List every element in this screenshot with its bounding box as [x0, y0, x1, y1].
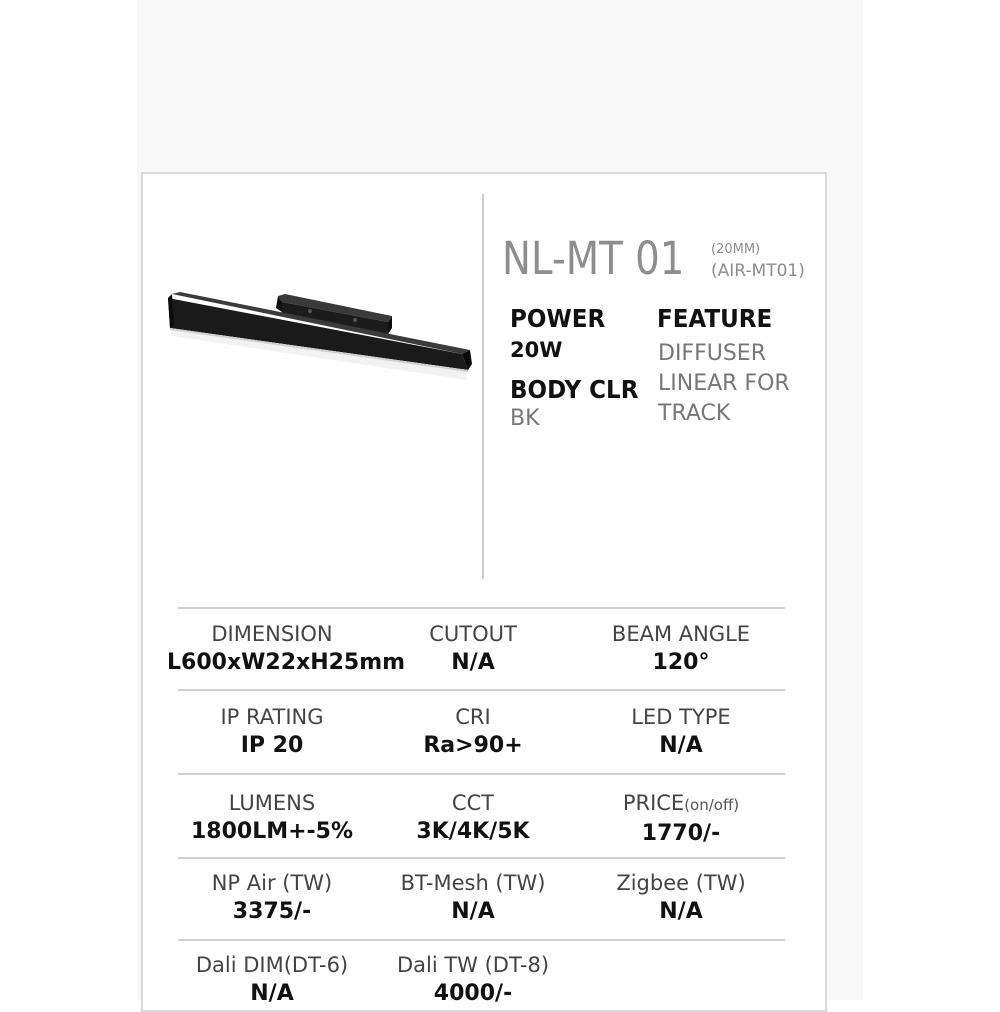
feature-line: LINEAR FOR	[658, 371, 790, 396]
linear-track-light-icon	[160, 288, 480, 388]
spec-label	[576, 789, 786, 819]
spec-label: Dali DIM(DT-6)	[195, 953, 349, 977]
spec-value: L600xW22xH25mm	[167, 650, 406, 675]
spec-label: LUMENS	[228, 791, 316, 815]
spec-value: N/A	[659, 733, 703, 758]
spec-cell-np-air	[167, 869, 377, 927]
spec-value: N/A	[659, 899, 703, 924]
body-clr-label: BODY CLR	[510, 375, 639, 404]
table-divider	[178, 773, 785, 775]
spec-cell-price	[576, 789, 786, 849]
spec-label: CCT	[451, 791, 495, 815]
feature-line: TRACK	[658, 401, 731, 426]
spec-label: Zigbee (TW)	[616, 871, 746, 895]
spec-cell-cri	[368, 703, 578, 761]
table-divider	[178, 607, 785, 609]
spec-value: N/A	[451, 650, 495, 675]
table-divider	[178, 939, 785, 941]
power-label: POWER	[510, 304, 606, 333]
price-label: PRICE	[622, 791, 685, 815]
spec-value: 1800LM+-5%	[190, 819, 354, 844]
spec-cell-lumens	[167, 789, 377, 847]
spec-cell-cct	[368, 789, 578, 847]
spec-label: NP Air (TW)	[211, 871, 333, 895]
spec-cell-beam-angle	[576, 620, 786, 678]
spec-value: N/A	[250, 981, 294, 1006]
feature-label: FEATURE	[657, 304, 773, 333]
spec-value: 1770/-	[641, 821, 721, 846]
body-clr-value: BK	[510, 406, 540, 431]
spec-cell-dali-tw	[368, 951, 578, 1009]
spec-label: CRI	[455, 705, 491, 729]
spec-value: 3375/-	[232, 899, 312, 924]
spec-value: 120°	[652, 650, 710, 675]
spec-value: 3K/4K/5K	[416, 819, 530, 844]
spec-value: IP 20	[240, 733, 304, 758]
spec-label: DIMENSION	[211, 622, 333, 646]
price-label-note: (on/off)	[684, 796, 740, 814]
table-divider	[178, 857, 785, 859]
table-divider	[178, 689, 785, 691]
spec-value: N/A	[451, 899, 495, 924]
spec-cell-cutout	[368, 620, 578, 678]
spec-cell-zigbee	[576, 869, 786, 927]
size-note: (20MM)	[711, 242, 761, 257]
spec-cell-led-type	[576, 703, 786, 761]
spec-cell-dimension	[167, 620, 406, 678]
spec-label: BT-Mesh (TW)	[400, 871, 546, 895]
spec-label: Dali TW (DT-8)	[396, 953, 550, 977]
vertical-divider	[482, 194, 484, 579]
feature-line: DIFFUSER	[658, 341, 766, 366]
model-name: NL-MT 01	[502, 232, 685, 285]
spec-label: CUTOUT	[429, 622, 517, 646]
spec-label: BEAM ANGLE	[611, 622, 751, 646]
spec-cell-dali-dim	[167, 951, 377, 1009]
spec-cell-ip-rating	[167, 703, 377, 761]
spec-value: 4000/-	[433, 981, 513, 1006]
alt-model-name: (AIR-MT01)	[711, 261, 805, 281]
spec-cell-bt-mesh	[368, 869, 578, 927]
spec-value: Ra>90+	[423, 733, 523, 758]
spec-label: LED TYPE	[631, 705, 731, 729]
spec-label: IP RATING	[220, 705, 324, 729]
power-value: 20W	[510, 338, 563, 362]
